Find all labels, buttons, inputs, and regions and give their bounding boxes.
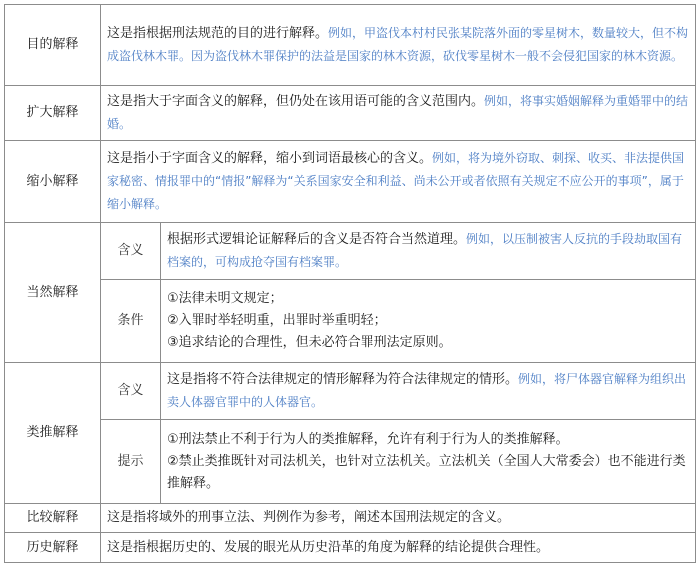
content-analogy-meaning xyxy=(161,363,696,420)
content-purpose xyxy=(101,5,696,86)
definition-comparative: 这是指将域外的刑事立法、判例作为参考，阐述本国刑法规定的含义。 xyxy=(101,503,696,533)
condition-item: ③追求结论的合理性，但未必符合罪刑法定原则。 xyxy=(167,335,452,351)
row-historical xyxy=(5,533,696,563)
definition-expansion: 这是指大于字面含义的解释，但仍处在该用语可能的含义范围内。 xyxy=(107,94,485,110)
sublabel-natural-conditions: 条件 xyxy=(101,279,161,362)
example-expansion: 例如，将事实婚姻解释为重婚罪中的结婚。 xyxy=(107,94,689,132)
content-restriction xyxy=(101,141,696,222)
condition-item: ②入罪时举轻明重，出罪时举重明轻； xyxy=(167,313,387,329)
sublabel-analogy-notes: 提示 xyxy=(101,420,161,503)
label-analogy: 类推解释 xyxy=(5,363,101,504)
label-natural: 当然解释 xyxy=(5,222,101,363)
definition-historical: 这是指根据历史的、发展的眼光从历史沿革的角度为解释的结论提供合理性。 xyxy=(101,533,696,563)
row-restriction xyxy=(5,141,696,222)
row-comparative xyxy=(5,503,696,533)
content-expansion xyxy=(101,86,696,141)
interpretation-table xyxy=(4,4,696,563)
definition-restriction: 这是指小于字面含义的解释，缩小到词语最核心的含义。 xyxy=(107,151,433,167)
row-purpose xyxy=(5,5,696,86)
definition-natural: 根据形式逻辑论证解释后的含义是否符合当然道理。 xyxy=(167,231,467,247)
note-item: ②禁止类推既针对司法机关，也针对立法机关。立法机关（全国人大常委会）也不能进行类推解释。 xyxy=(167,453,686,491)
row-analogy-meaning xyxy=(5,363,696,420)
condition-item: ①法律未明文规定； xyxy=(167,291,283,307)
row-expansion xyxy=(5,86,696,141)
label-expansion: 扩大解释 xyxy=(5,86,101,141)
example-natural: 例如，以压制被害人反抗的手段劫取国有档案的，可构成抢夺国有档案罪。 xyxy=(167,231,683,269)
row-natural-conditions xyxy=(5,279,696,362)
content-natural-conditions xyxy=(161,279,696,362)
row-analogy-notes xyxy=(5,420,696,503)
example-analogy: 例如，将尸体器官解释为组织出卖人体器官罪中的人体器官。 xyxy=(167,372,687,410)
content-analogy-notes xyxy=(161,420,696,503)
content-natural-meaning xyxy=(161,222,696,279)
example-restriction: 例如，将为境外窃取、刺探、收买、非法提供国家秘密、情报罪中的“情报”解释为“关系国家安全和利益、尚未公开或者依照有关规定不应公开的事项”，属于缩小解释。 xyxy=(107,151,685,212)
label-historical: 历史解释 xyxy=(5,533,101,563)
definition-purpose: 这是指根据刑法规范的目的进行解释。 xyxy=(107,26,329,42)
example-purpose: 例如，甲盗伐本村村民张某院落外面的零星树木，数量较大，但不构成盗伐林木罪。因为盗伐林木罪保护的法益是国家的林木资源，砍伐零星树木一般不会侵犯国家的林木资源。 xyxy=(107,26,689,64)
label-comparative: 比较解释 xyxy=(5,503,101,533)
row-natural-meaning xyxy=(5,222,696,279)
definition-analogy: 这是指将不符合法律规定的情形解释为符合法律规定的情形。 xyxy=(167,372,519,388)
label-purpose: 目的解释 xyxy=(5,5,101,86)
sublabel-analogy-meaning: 含义 xyxy=(101,363,161,420)
sublabel-natural-meaning: 含义 xyxy=(101,222,161,279)
note-item: ①刑法禁止不利于行为人的类推解释，允许有利于行为人的类推解释。 xyxy=(167,431,569,447)
label-restriction: 缩小解释 xyxy=(5,141,101,222)
